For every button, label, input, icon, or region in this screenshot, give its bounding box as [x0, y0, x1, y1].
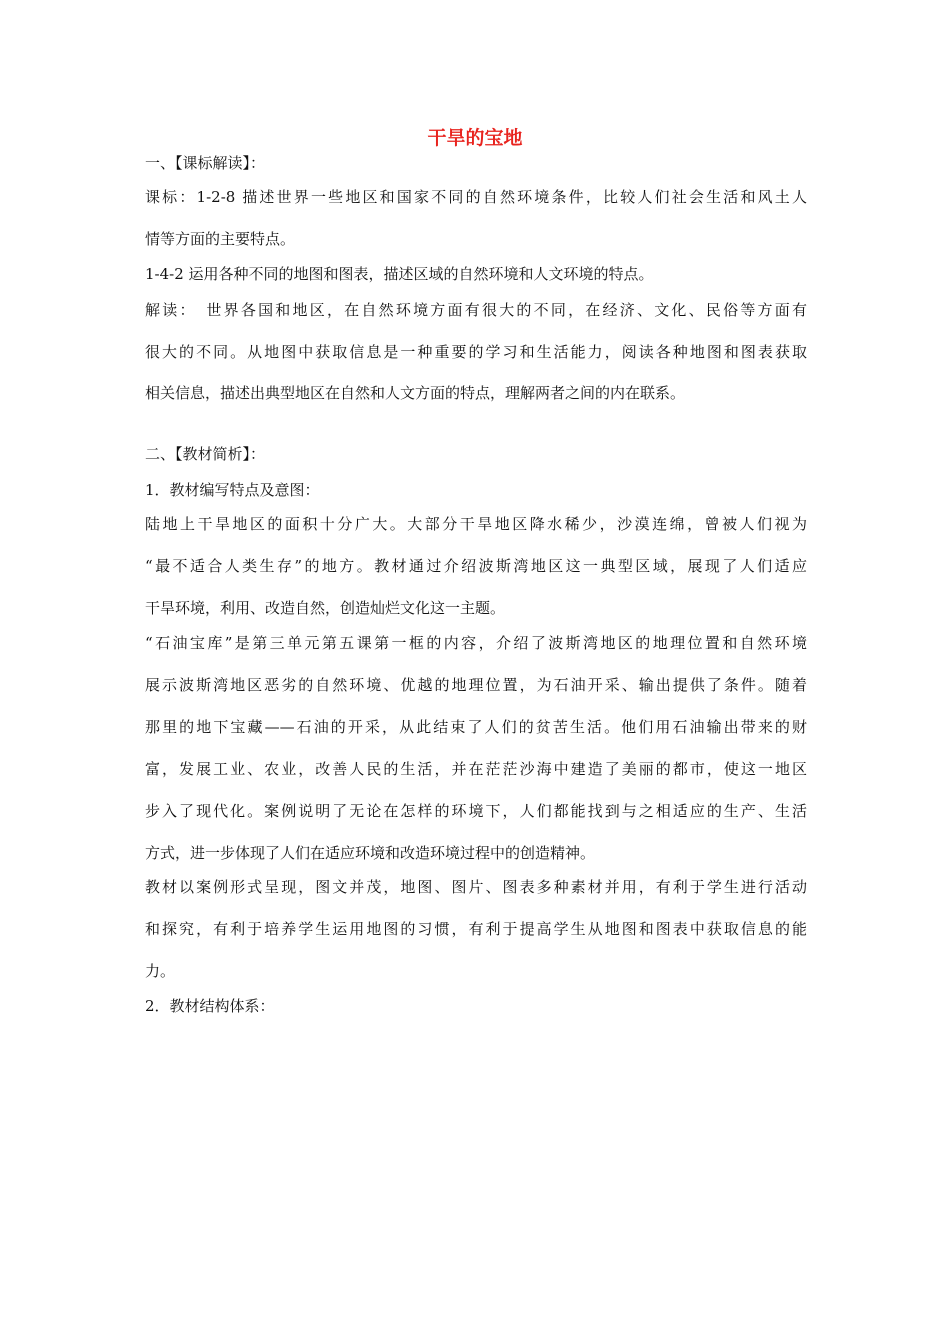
section-heading-standards: 一、【课标解读】：: [145, 154, 266, 172]
paragraph-line: 方式，进一步体现了人们在适应环境和改造环境过程中的创造精神。: [145, 844, 596, 862]
paragraph-line: 相关信息，描述出典型地区在自然和人文方面的特点，理解两者之间的内在联系。: [145, 384, 686, 402]
paragraph-line: 力。: [145, 962, 176, 980]
paragraph-line: “最不适合人类生存”的地方。教材通过介绍波斯湾地区这一典型区域，展现了人们适应: [145, 557, 807, 575]
subsection-heading: 1．教材编写特点及意图：: [145, 481, 320, 499]
paragraph-line: 富，发展工业、农业，改善人民的生活，并在茫茫沙海中建造了美丽的都市，使这一地区: [145, 760, 807, 778]
paragraph-line: 教材以案例形式呈现，图文并茂，地图、图片、图表多种素材并用，有利于学生进行活动: [145, 878, 807, 896]
paragraph-line: 陆地上干旱地区的面积十分广大。大部分干旱地区降水稀少，沙漠连绵，曾被人们视为: [145, 515, 807, 533]
paragraph-line: 1-4-2 运用各种不同的地图和图表，描述区域的自然环境和人文环境的特点。: [145, 265, 654, 283]
paragraph-line: 课标：1-2-8 描述世界一些地区和国家不同的自然环境条件，比较人们社会生活和风土人: [145, 188, 807, 206]
subsection-heading: 2．教材结构体系：: [145, 997, 275, 1015]
paragraph-line: 那里的地下宝藏——石油的开采，从此结束了人们的贫苦生活。他们用石油输出带来的财: [145, 718, 807, 736]
page-title: 干旱的宝地: [427, 127, 523, 149]
paragraph-line: 解读： 世界各国和地区，在自然环境方面有很大的不同，在经济、文化、民俗等方面有: [145, 301, 807, 319]
paragraph-line: 很大的不同。从地图中获取信息是一种重要的学习和生活能力，阅读各种地图和图表获取: [145, 343, 807, 361]
paragraph-line: 干旱环境，利用、改造自然，创造灿烂文化这一主题。: [145, 599, 506, 617]
paragraph-line: 和探究，有利于培养学生运用地图的习惯，有利于提高学生从地图和图表中获取信息的能: [145, 920, 807, 938]
paragraph-line: 步入了现代化。案例说明了无论在怎样的环境下，人们都能找到与之相适应的生产、生活: [145, 802, 807, 820]
section-heading-textbook: 二、【教材简析】：: [145, 445, 266, 463]
paragraph-line: “石油宝库”是第三单元第五课第一框的内容，介绍了波斯湾地区的地理位置和自然环境: [145, 634, 807, 652]
paragraph-line: 情等方面的主要特点。: [145, 230, 296, 248]
paragraph-line: 展示波斯湾地区恶劣的自然环境、优越的地理位置，为石油开采、输出提供了条件。随着: [145, 676, 807, 694]
